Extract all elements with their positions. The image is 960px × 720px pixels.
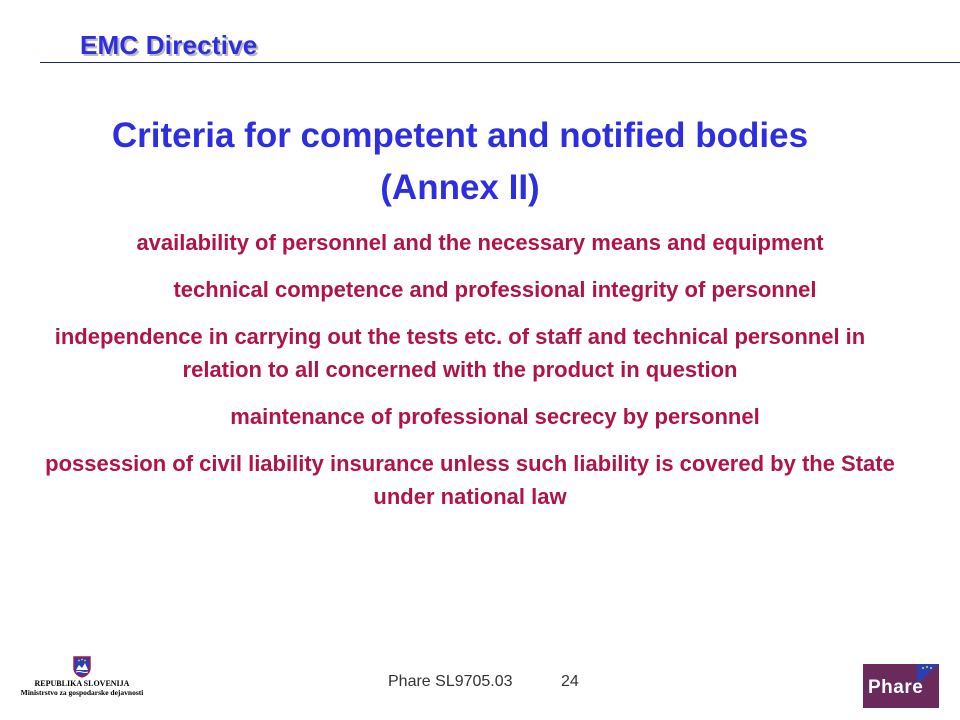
bullet-item: possession of civil liability insurance unless such liability is covered by the State under national law	[45, 451, 895, 509]
bullet-item: technical competence and professional integrity of personnel	[173, 277, 817, 302]
gov-logo-name: REPUBLIKA SLOVENIJA	[34, 679, 130, 688]
bullet-item: independence in carrying out the tests etc. of staff and technical personnel in relation to all concerned with the product in question	[54, 324, 866, 382]
phare-logo	[863, 664, 939, 708]
header-divider	[40, 62, 960, 63]
gov-logo-subtitle: Ministrstvo za gospodarske dejavnosti	[20, 688, 144, 697]
footer-text: Phare SL9705.03	[388, 673, 513, 690]
bullet-list	[0, 226, 960, 527]
slide-title-line-1: Criteria for competent and notified bodies	[111, 116, 809, 155]
page-number: 24	[561, 673, 579, 690]
slide-title	[0, 110, 920, 214]
slovenia-coat-of-arms-logo	[12, 656, 152, 706]
slide-title-line-2: (Annex II)	[380, 168, 540, 207]
coat-of-arms-icon	[73, 656, 91, 678]
header-title: EMC Directive	[80, 30, 258, 60]
bullet-item: availability of personnel and the necessary means and equipment	[136, 230, 824, 255]
phare-logo-text: Phare	[868, 677, 924, 698]
bullet-item: maintenance of professional secrecy by personnel	[230, 404, 760, 429]
